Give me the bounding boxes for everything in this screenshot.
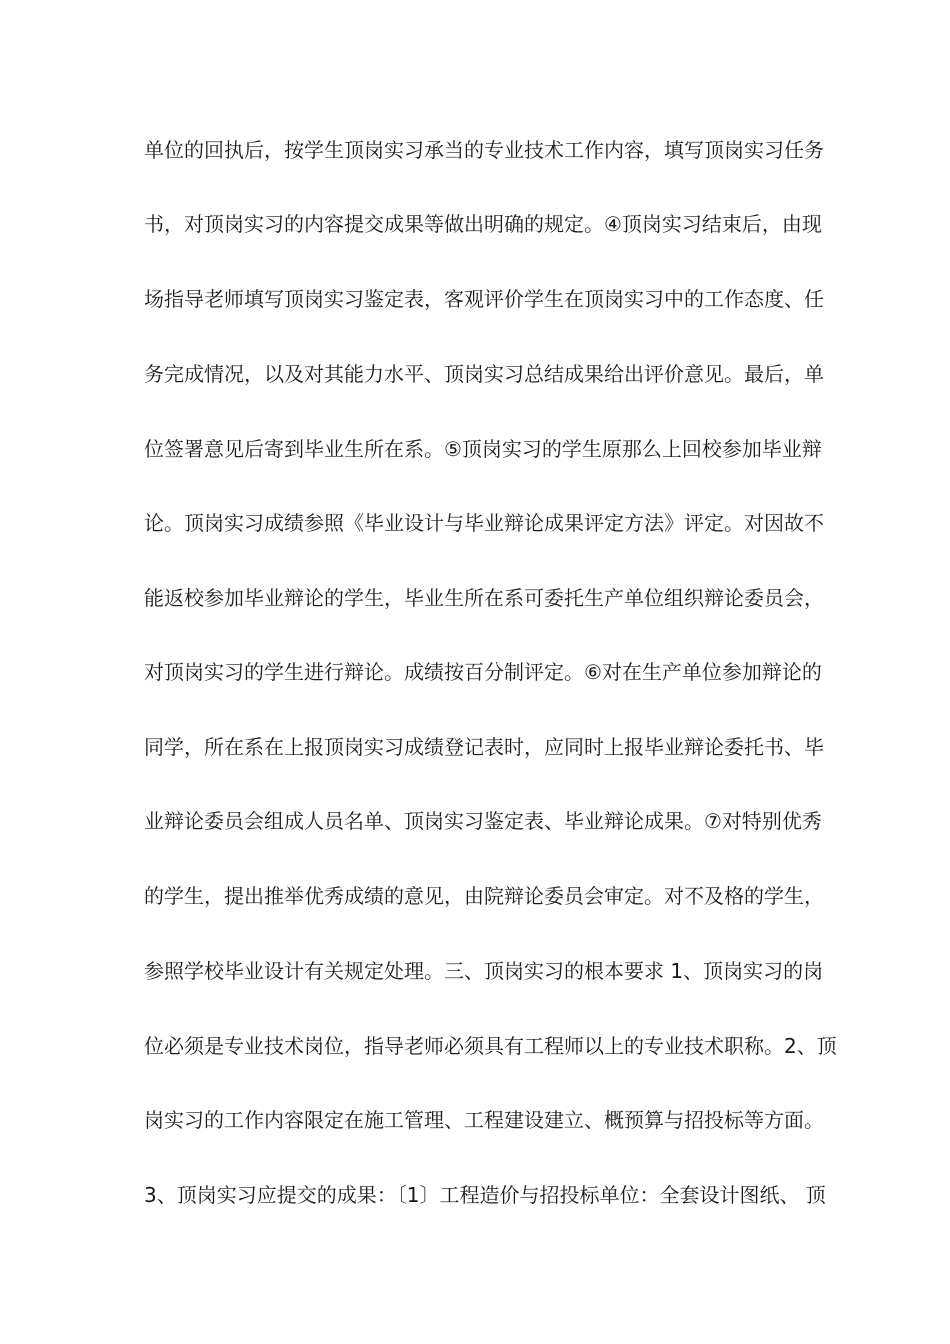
text-line-14: 岗实习的工作内容限定在施工管理、工程建设建立、概预算与招投标等方面。 — [144, 1108, 824, 1132]
text-line-3: 场指导老师填写顶岗实习鉴定表，客观评价学生在顶岗实习中的工作态度、任 — [144, 287, 824, 311]
text-line-13: 位必须是专业技术岗位，指导老师必须具有工程师以上的专业技术职称。2、顶 — [144, 1034, 837, 1058]
text-line-12: 参照学校毕业设计有关规定处理。三、顶岗实习的根本要求 1、顶岗实习的岗 — [144, 959, 824, 983]
text-line-8: 对顶岗实习的学生进行辩论。成绩按百分制评定。⑥对在生产单位参加辩论的 — [144, 660, 822, 684]
text-line-5: 位签署意见后寄到毕业生所在系。⑤顶岗实习的学生原那么上回校参加毕业辩 — [144, 437, 822, 461]
text-line-9: 同学，所在系在上报顶岗实习成绩登记表时，应同时上报毕业辩论委托书、毕 — [144, 735, 824, 759]
text-line-1: 单位的回执后，按学生顶岗实习承当的专业技术工作内容，填写顶岗实习任务 — [144, 138, 824, 162]
text-line-6: 论。顶岗实习成绩参照《毕业设计与毕业辩论成果评定方法》评定。对因故不 — [144, 511, 824, 535]
text-line-11: 的学生，提出推举优秀成绩的意见，由院辩论委员会审定。对不及格的学生， — [144, 884, 824, 908]
text-line-15: 3、顶岗实习应提交的成果：〔1〕工程造价与招投标单位：全套设计图纸、 顶 — [144, 1183, 826, 1207]
text-line-10: 业辩论委员会组成人员名单、顶岗实习鉴定表、毕业辩论成果。⑦对特别优秀 — [144, 809, 822, 833]
text-line-4: 务完成情况，以及对其能力水平、顶岗实习总结成果给出评价意见。最后，单 — [144, 362, 824, 386]
text-line-7: 能返校参加毕业辩论的学生，毕业生所在系可委托生产单位组织辩论委员会， — [144, 586, 824, 610]
text-line-2: 书，对顶岗实习的内容提交成果等做出明确的规定。④顶岗实习结束后，由现 — [144, 212, 822, 236]
